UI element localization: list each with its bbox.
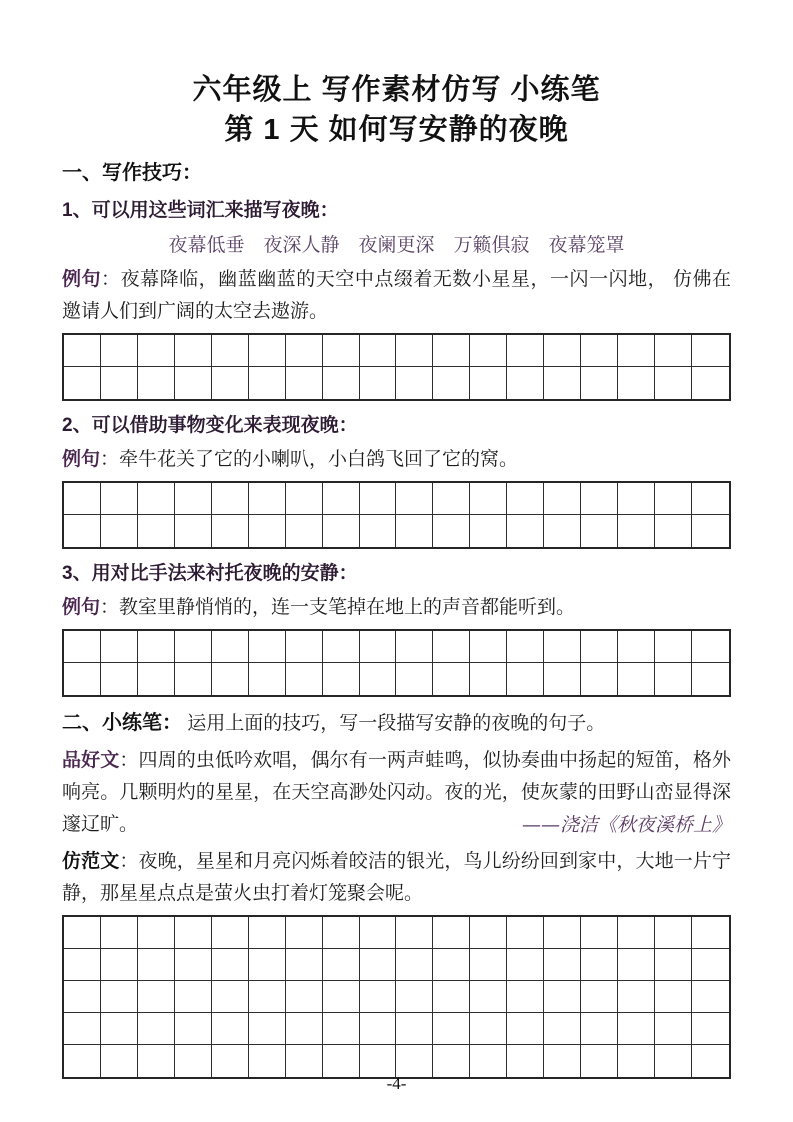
example-label: 例句: [62, 597, 101, 618]
grid-cell: [249, 515, 286, 547]
example-sentence-3: [62, 592, 731, 624]
grid-cell: [360, 483, 397, 515]
grid-cell: [507, 483, 544, 515]
grid-cell: [433, 981, 470, 1013]
grid-cell: [544, 949, 581, 981]
grid-cell: [212, 631, 249, 663]
grid-cell: [323, 1013, 360, 1045]
grid-cell: [692, 367, 729, 399]
grid-cell: [396, 917, 433, 949]
grid-cell: [101, 483, 138, 515]
grid-cell: [470, 917, 507, 949]
grid-cell: [433, 483, 470, 515]
good-text-label: 品好文: [62, 750, 120, 771]
grid-cell: [581, 631, 618, 663]
grid-cell: [692, 631, 729, 663]
grid-cell: [323, 631, 360, 663]
grid-cell: [618, 1045, 655, 1077]
grid-cell: [138, 981, 175, 1013]
grid-cell: [507, 335, 544, 367]
grid-cell: [64, 663, 101, 695]
grid-cell: [249, 917, 286, 949]
grid-cell: [212, 1045, 249, 1077]
grid-cell: [360, 949, 397, 981]
grid-cell: [507, 515, 544, 547]
example-label: 例句: [62, 449, 101, 470]
model-text-paragraph: [62, 846, 731, 910]
grid-cell: [692, 949, 729, 981]
grid-cell: [618, 335, 655, 367]
document-subtitle: 第 1 天 如何写安静的夜晚: [224, 114, 569, 146]
grid-cell: [101, 663, 138, 695]
grid-cell: [64, 917, 101, 949]
grid-cell: [64, 1013, 101, 1045]
grid-cell: [360, 631, 397, 663]
grid-cell: [544, 515, 581, 547]
grid-cell: [212, 663, 249, 695]
grid-cell: [544, 631, 581, 663]
grid-cell: [175, 1013, 212, 1045]
grid-cell: [175, 981, 212, 1013]
grid-cell: [323, 949, 360, 981]
grid-cell: [101, 917, 138, 949]
grid-cell: [470, 335, 507, 367]
grid-cell: [323, 335, 360, 367]
grid-cell: [286, 335, 323, 367]
grid-cell: [581, 515, 618, 547]
grid-cell: [433, 335, 470, 367]
grid-cell: [618, 631, 655, 663]
grid-cell: [618, 367, 655, 399]
grid-cell: [470, 515, 507, 547]
grid-cell: [360, 515, 397, 547]
grid-cell: [101, 1013, 138, 1045]
grid-cell: [396, 663, 433, 695]
grid-cell: [101, 1045, 138, 1077]
grid-cell: [433, 367, 470, 399]
grid-cell: [581, 367, 618, 399]
grid-cell: [396, 1013, 433, 1045]
grid-cell: [581, 981, 618, 1013]
grid-cell: [433, 1045, 470, 1077]
grid-cell: [618, 663, 655, 695]
grid-cell: [249, 631, 286, 663]
grid-cell: [360, 367, 397, 399]
grid-cell: [581, 335, 618, 367]
grid-cell: [212, 367, 249, 399]
grid-cell: [249, 483, 286, 515]
grid-cell: [64, 981, 101, 1013]
grid-cell: [581, 483, 618, 515]
grid-cell: [655, 335, 692, 367]
good-text: ：四周的虫低吟欢唱，偶尔有一两声蛙鸣，似协奏曲中扬起的短笛，格外响亮。几颗明灼的星星，在天空高渺处闪动。夜的光，使灰蒙的田野山峦显得深邃辽旷。: [62, 750, 731, 835]
grid-cell: [544, 335, 581, 367]
grid-cell: [396, 367, 433, 399]
grid-cell: [581, 663, 618, 695]
grid-cell: [618, 949, 655, 981]
grid-cell: [360, 981, 397, 1013]
grid-cell: [507, 663, 544, 695]
vocabulary-words: 夜幕低垂 夜深人静 夜阑更深 万籁俱寂 夜幕笼罩: [168, 235, 625, 256]
grid-cell: [249, 663, 286, 695]
grid-cell: [323, 981, 360, 1013]
grid-cell: [212, 981, 249, 1013]
grid-cell: [507, 367, 544, 399]
grid-cell: [212, 335, 249, 367]
grid-cell: [360, 335, 397, 367]
grid-cell: [101, 335, 138, 367]
grid-cell: [212, 949, 249, 981]
grid-cell: [396, 1045, 433, 1077]
grid-cell: [544, 1013, 581, 1045]
practice-grid-1: [62, 333, 731, 401]
grid-cell: [470, 663, 507, 695]
grid-cell: [212, 1013, 249, 1045]
example-sentence-1: [62, 264, 731, 328]
grid-cell: [433, 515, 470, 547]
grid-cell: [249, 367, 286, 399]
grid-cell: [433, 663, 470, 695]
grid-cell: [138, 663, 175, 695]
grid-cell: [138, 367, 175, 399]
grid-cell: [618, 917, 655, 949]
grid-cell: [507, 1045, 544, 1077]
practice-grid-3: [62, 629, 731, 697]
grid-cell: [64, 515, 101, 547]
grid-cell: [286, 663, 323, 695]
grid-cell: [249, 1045, 286, 1077]
grid-cell: [360, 663, 397, 695]
grid-cell: [249, 335, 286, 367]
grid-cell: [470, 949, 507, 981]
grid-cell: [138, 515, 175, 547]
grid-cell: [286, 515, 323, 547]
grid-cell: [360, 1013, 397, 1045]
grid-cell: [64, 335, 101, 367]
grid-cell: [138, 335, 175, 367]
grid-cell: [544, 981, 581, 1013]
grid-cell: [507, 981, 544, 1013]
grid-cell: [286, 483, 323, 515]
grid-cell: [175, 1045, 212, 1077]
grid-cell: [470, 483, 507, 515]
grid-cell: [655, 949, 692, 981]
grid-cell: [286, 1013, 323, 1045]
grid-cell: [212, 515, 249, 547]
grid-cell: [175, 335, 212, 367]
grid-cell: [212, 483, 249, 515]
grid-cell: [433, 631, 470, 663]
grid-cell: [507, 1013, 544, 1045]
section-heading-writing-skills: 一、写作技巧：: [62, 162, 202, 184]
grid-cell: [692, 1013, 729, 1045]
grid-cell: [544, 1045, 581, 1077]
grid-cell: [655, 663, 692, 695]
grid-cell: [581, 917, 618, 949]
grid-cell: [433, 1013, 470, 1045]
grid-cell: [212, 917, 249, 949]
grid-cell: [175, 483, 212, 515]
grid-cell: [507, 631, 544, 663]
practice-grid-4: [62, 915, 731, 1079]
grid-cell: [138, 917, 175, 949]
grid-cell: [138, 631, 175, 663]
grid-cell: [64, 1045, 101, 1077]
example-text: ：教室里静悄悄的，连一支笔掉在地上的声音都能听到。: [100, 597, 576, 618]
grid-cell: [655, 483, 692, 515]
grid-cell: [323, 1045, 360, 1077]
grid-cell: [396, 515, 433, 547]
grid-cell: [323, 515, 360, 547]
grid-cell: [618, 981, 655, 1013]
grid-cell: [101, 631, 138, 663]
grid-cell: [286, 981, 323, 1013]
tip-3-heading: 3、用对比手法来衬托夜晚的安静：: [62, 563, 358, 584]
grid-cell: [249, 949, 286, 981]
grid-cell: [64, 483, 101, 515]
model-text: ：夜晚，星星和月亮闪烁着皎洁的银光，鸟儿纷纷回到家中，大地一片宁静，那星星点点是萤火虫打着灯笼聚会呢。: [62, 851, 731, 904]
page-number: -4-: [386, 1074, 407, 1093]
grid-cell: [581, 949, 618, 981]
section-heading-practice: 二、小练笔：: [62, 712, 182, 734]
grid-cell: [101, 515, 138, 547]
grid-cell: [692, 1045, 729, 1077]
grid-cell: [101, 981, 138, 1013]
grid-cell: [175, 631, 212, 663]
grid-cell: [692, 917, 729, 949]
grid-cell: [175, 949, 212, 981]
grid-cell: [138, 1045, 175, 1077]
grid-cell: [286, 367, 323, 399]
section-practice: [62, 707, 731, 910]
practice-heading-line: [62, 707, 731, 740]
grid-cell: [507, 917, 544, 949]
grid-cell: [581, 1045, 618, 1077]
grid-cell: [618, 515, 655, 547]
grid-cell: [175, 367, 212, 399]
grid-cell: [692, 981, 729, 1013]
grid-cell: [470, 367, 507, 399]
grid-cell: [655, 981, 692, 1013]
grid-cell: [655, 1045, 692, 1077]
grid-cell: [544, 367, 581, 399]
example-text: ：牵牛花关了它的小喇叭，小白鸽飞回了它的窝。: [100, 449, 519, 470]
grid-cell: [64, 631, 101, 663]
grid-cell: [175, 663, 212, 695]
grid-cell: [286, 1045, 323, 1077]
grid-cell: [138, 483, 175, 515]
grid-cell: [692, 483, 729, 515]
document-title: 六年级上 写作素材仿写 小练笔: [192, 74, 601, 106]
tip-1-heading: 1、可以用这些词汇来描写夜晚：: [62, 200, 339, 221]
grid-cell: [618, 483, 655, 515]
grid-cell: [655, 631, 692, 663]
grid-cell: [544, 663, 581, 695]
grid-cell: [323, 367, 360, 399]
grid-cell: [175, 515, 212, 547]
grid-cell: [655, 367, 692, 399]
good-text-paragraph: [62, 745, 731, 841]
grid-cell: [692, 515, 729, 547]
example-text: ：夜幕降临，幽蓝幽蓝的天空中点缀着无数小星星，一闪一闪地， 仿佛在邀请人们到广阔的太空去遨游。: [62, 269, 731, 322]
grid-cell: [507, 949, 544, 981]
grid-cell: [692, 335, 729, 367]
practice-grid-2: [62, 481, 731, 549]
grid-cell: [618, 1013, 655, 1045]
grid-cell: [396, 335, 433, 367]
grid-cell: [286, 917, 323, 949]
grid-cell: [360, 917, 397, 949]
grid-cell: [470, 1013, 507, 1045]
grid-cell: [396, 981, 433, 1013]
grid-cell: [138, 949, 175, 981]
grid-cell: [655, 1013, 692, 1045]
grid-cell: [396, 631, 433, 663]
grid-cell: [64, 949, 101, 981]
grid-cell: [249, 981, 286, 1013]
quote-attribution: ——浇洁《秋夜溪桥上》: [521, 814, 731, 836]
grid-cell: [286, 631, 323, 663]
grid-cell: [323, 663, 360, 695]
grid-cell: [581, 1013, 618, 1045]
grid-cell: [249, 1013, 286, 1045]
grid-cell: [64, 367, 101, 399]
grid-cell: [175, 917, 212, 949]
example-label: 例句: [62, 269, 102, 290]
grid-cell: [101, 367, 138, 399]
grid-cell: [433, 949, 470, 981]
model-text-label: 仿范文: [62, 851, 120, 872]
grid-cell: [101, 949, 138, 981]
grid-cell: [655, 515, 692, 547]
grid-cell: [396, 483, 433, 515]
grid-cell: [323, 917, 360, 949]
grid-cell: [138, 1013, 175, 1045]
grid-cell: [396, 949, 433, 981]
tip-2-heading: 2、可以借助事物变化来表现夜晚：: [62, 415, 358, 436]
grid-cell: [544, 917, 581, 949]
grid-cell: [360, 1045, 397, 1077]
grid-cell: [470, 981, 507, 1013]
grid-cell: [692, 663, 729, 695]
grid-cell: [470, 631, 507, 663]
practice-instruction: 运用上面的技巧，写一段描写安静的夜晚的句子。: [182, 713, 606, 734]
grid-cell: [433, 917, 470, 949]
example-sentence-2: [62, 444, 731, 476]
grid-cell: [655, 917, 692, 949]
grid-cell: [544, 483, 581, 515]
grid-cell: [323, 483, 360, 515]
grid-cell: [286, 949, 323, 981]
grid-cell: [470, 1045, 507, 1077]
